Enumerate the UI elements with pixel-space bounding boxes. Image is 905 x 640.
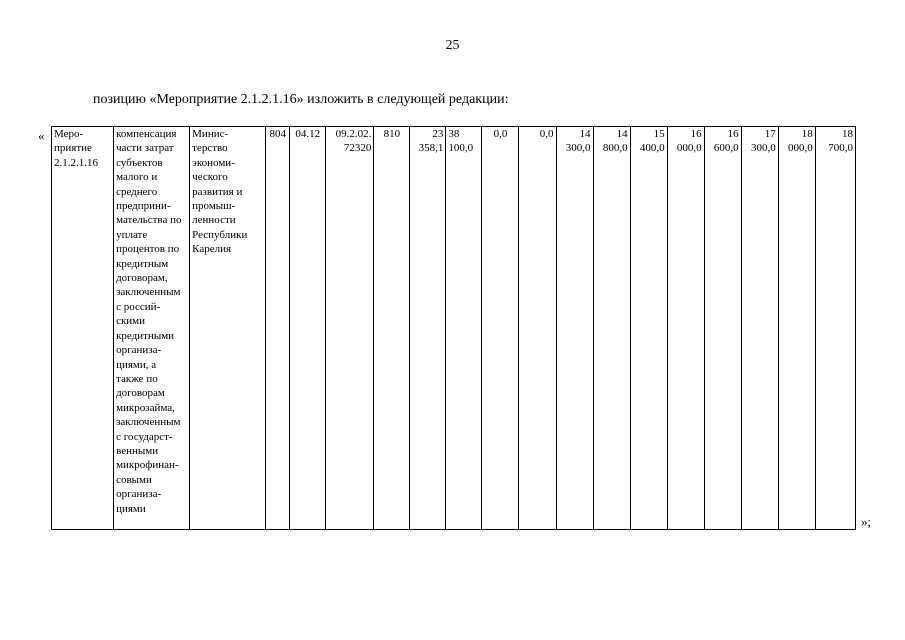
value-cell-1: 23 358,1 xyxy=(410,127,446,530)
value-cell-8: 16 000,0 xyxy=(667,127,704,530)
closing-quote-mark: »; xyxy=(861,514,872,529)
rzpr-cell: 04.12 xyxy=(290,127,326,530)
page-number: 25 xyxy=(445,38,460,53)
value-cell-11: 18 000,0 xyxy=(778,127,815,530)
value-cell-4: 0,0 xyxy=(519,127,556,530)
csr-cell: 09.2.02. 72320 xyxy=(326,127,374,530)
measure-table xyxy=(51,126,856,530)
value-cell-2: 38 100,0 xyxy=(446,127,482,530)
table-row xyxy=(52,127,856,530)
value-cell-10: 17 300,0 xyxy=(741,127,778,530)
value-cell-12: 18 700,0 xyxy=(815,127,855,530)
value-cell-6: 14 800,0 xyxy=(593,127,630,530)
opening-quote-mark: « xyxy=(38,128,45,143)
intro-text: позицию «Мероприятие 2.1.2.1.16» изложить в следующей редакции: xyxy=(93,92,509,107)
vr-cell: 810 xyxy=(374,127,410,530)
grbs-cell: 804 xyxy=(266,127,290,530)
value-cell-5: 14 300,0 xyxy=(556,127,593,530)
value-cell-9: 16 600,0 xyxy=(704,127,741,530)
value-cell-7: 15 400,0 xyxy=(630,127,667,530)
measure-cell: Меро- приятие 2.1.2.1.16 xyxy=(52,127,114,530)
value-cell-3: 0,0 xyxy=(482,127,519,530)
executor-cell: Минис- терство экономи- ческого развития и промыш- ленности Республики Карелия xyxy=(190,127,266,530)
description-cell: компенсация части затрат субъектов малого и среднего предприни- мательства по уплате процентов по кредитным договорам, заключенным с россий- скими кредитными организа- циями, а также по договорам микрозайма, заключенным с государст- венными микрофинан- совыми организа- циями xyxy=(114,127,190,530)
